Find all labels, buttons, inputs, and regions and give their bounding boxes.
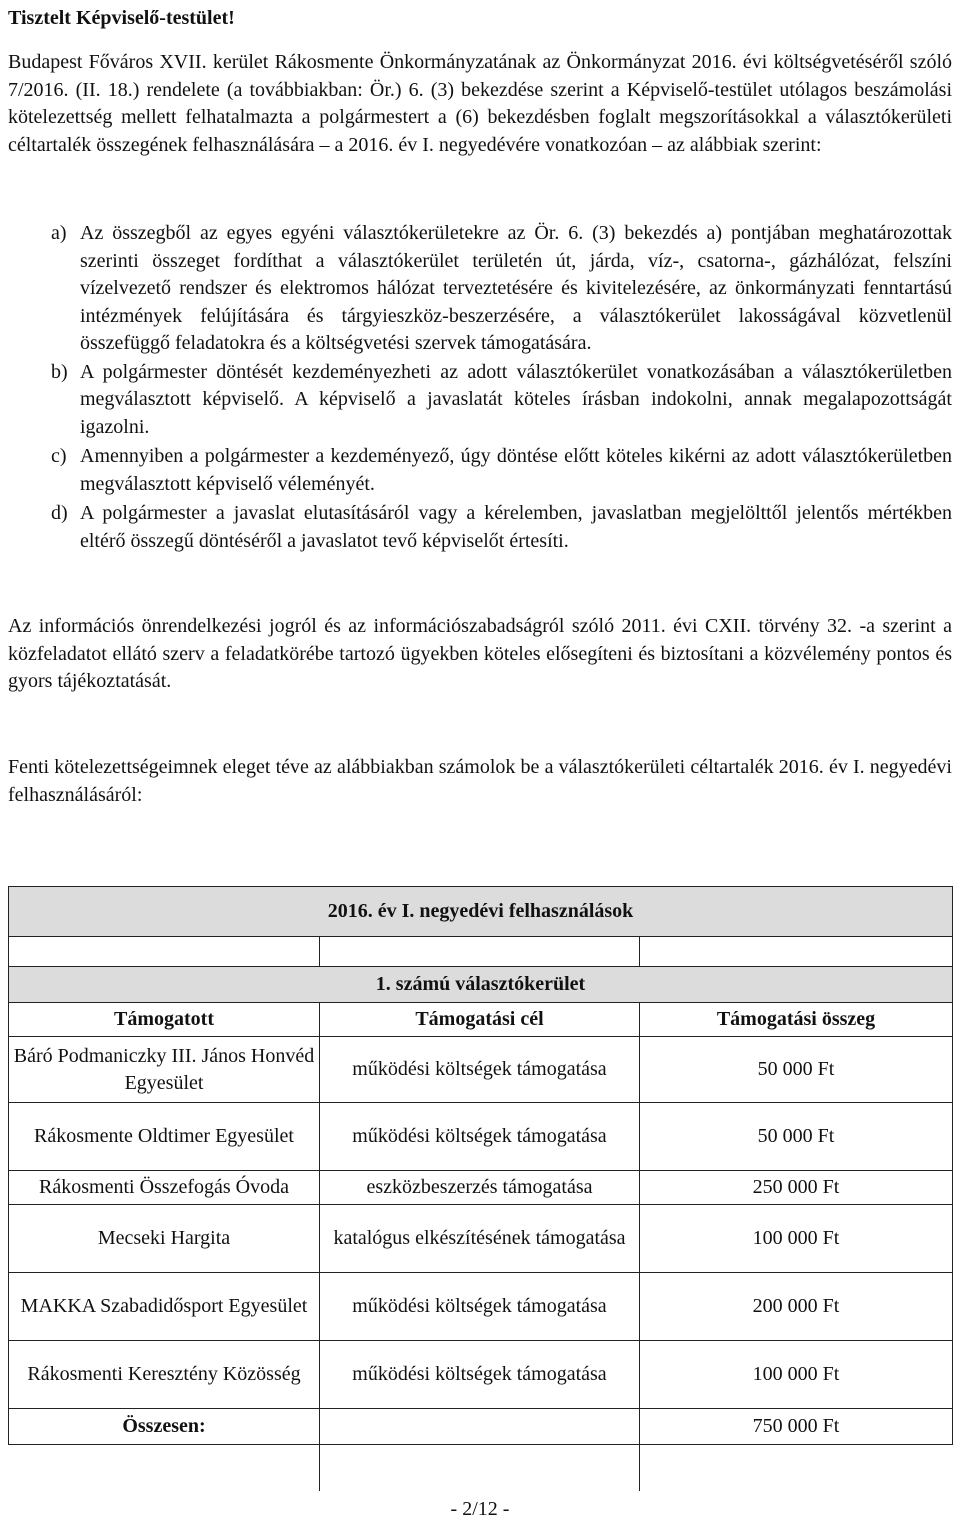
- table-footer-spacer-row: [9, 1445, 953, 1491]
- table-row: [9, 1205, 953, 1273]
- purpose-cell: katalógus elkészítésének támogatása: [320, 1205, 640, 1273]
- list-item-text: Amennyiben a polgármester a kezdeményező, úgy döntése előtt köteles kikérni az adott választókerületben megválasztott képviselő véleményét.: [80, 445, 952, 495]
- list-item-marker: b): [51, 360, 68, 383]
- table-spacer-row: [9, 937, 953, 967]
- list-item-marker: c): [51, 445, 67, 467]
- column-header-supported: Támogatott: [9, 1003, 320, 1037]
- column-header-amount: Támogatási összeg: [640, 1003, 953, 1037]
- supported-cell: Rákosmenti Összefogás Óvoda: [9, 1171, 320, 1205]
- purpose-cell: működési költségek támogatása: [320, 1341, 640, 1409]
- information-law-paragraph: Az információs önrendelkezési jogról és az információszabadságról szóló 2011. évi CXII. törvény 32. -a szerint a közfeladatot ellátó szerv a feladatkörébe tartozó ügyekben köteles elősegíteni és biztosítani a közvélemény pontos és gyors tájékoztatását.: [8, 615, 952, 692]
- list-item-text: Az összegből az egyes egyéni választókerületekre az Ör. 6. (3) bekezdés a) pontjában meghatározottak szerinti összeget fordíthat a választókerület területén út, járda, víz-, csatorna-, gázhálózat, felszíni vízelvezető rendszer és elektromos hálózat terveztetésére és kivitelezésére, az önkormányzati fenntartású intézmények felújítására és tárgyieszköz-beszerzésére, a választókerület lakosságával közvetlenül összefüggő feladatokra és a költségvetési szervek támogatására.: [80, 222, 952, 354]
- amount-cell: 100 000 Ft: [640, 1341, 953, 1409]
- table-row: [9, 1037, 953, 1103]
- table-row: [9, 1273, 953, 1341]
- district-title: 1. számú választókerület: [9, 967, 953, 1003]
- table-row: [9, 1171, 953, 1205]
- purpose-cell: eszközbeszerzés támogatása: [320, 1171, 640, 1205]
- list-item-text: A polgármester döntését kezdeményezheti az adott választókerület vonatkozásában a választókerületben megválasztott képviselő. A képviselő a javaslatát köteles írásban indokolni, annak megalapozottságát igazolni.: [80, 360, 952, 438]
- column-header-purpose: Támogatási cél: [320, 1003, 640, 1037]
- district-title-row: [9, 967, 953, 1003]
- table-row: [9, 1341, 953, 1409]
- salutation-heading: Tisztelt Képviselő-testület!: [8, 7, 235, 29]
- supported-cell: Rákosmente Oldtimer Egyesület: [9, 1103, 320, 1171]
- amount-cell: 250 000 Ft: [640, 1171, 953, 1205]
- supported-cell: Mecseki Hargita: [9, 1205, 320, 1273]
- allocation-table: [8, 886, 953, 1491]
- intro-paragraph: Budapest Főváros XVII. kerület Rákosmente Önkormányzatának az Önkormányzat 2016. évi költségvetéséről szóló 7/2016. (II. 18.) rendelete (a továbbiakban: Ör.) 6. (3) bekezdése szerint a Képviselő-testület utólagos beszámolási kötelezettség mellett felhatalmazta a polgármestert a (6) bekezdésben foglalt megszorításokkal a választókerületi céltartalék összegének felhasználására – a 2016. év I. negyedévére vonatkozóan – az alábbiak szerint:: [8, 51, 952, 156]
- supported-cell: Rákosmenti Keresztény Közösség: [9, 1341, 320, 1409]
- table-row: [9, 1103, 953, 1171]
- list-item: [8, 220, 952, 358]
- header-row: [9, 1003, 953, 1037]
- page-number: - 2/12 -: [450, 1498, 510, 1520]
- list-item: [8, 359, 952, 442]
- supported-cell: MAKKA Szabadidősport Egyesület: [9, 1273, 320, 1341]
- total-label: Összesen:: [9, 1409, 320, 1445]
- supported-cell: Báró Podmaniczky III. János Honvéd Egyesület: [9, 1037, 320, 1103]
- list-item: [8, 443, 952, 498]
- list-item-marker: d): [51, 502, 68, 524]
- total-row: [9, 1409, 953, 1445]
- list-item-text: A polgármester a javaslat elutasításáról vagy a kérelemben, javaslatban megjelölttől jelentős mértékben eltérő összegű döntéséről a javaslatot tevő képviselőt értesíti.: [80, 502, 952, 552]
- purpose-cell: működési költségek támogatása: [320, 1273, 640, 1341]
- list-item-marker: a): [51, 222, 67, 244]
- total-amount: 750 000 Ft: [640, 1409, 953, 1445]
- closing-paragraph: Fenti kötelezettségeimnek eleget téve az alábbiakban számolok be a választókerületi céltartalék 2016. év I. negyedévi felhasználásáról:: [8, 756, 952, 806]
- amount-cell: 50 000 Ft: [640, 1103, 953, 1171]
- authorization-list: [8, 220, 952, 557]
- purpose-cell: működési költségek támogatása: [320, 1037, 640, 1103]
- amount-cell: 200 000 Ft: [640, 1273, 953, 1341]
- amount-cell: 100 000 Ft: [640, 1205, 953, 1273]
- table-title-row: [9, 887, 953, 937]
- list-item: [8, 500, 952, 555]
- purpose-cell: működési költségek támogatása: [320, 1103, 640, 1171]
- amount-cell: 50 000 Ft: [640, 1037, 953, 1103]
- table-title: 2016. év I. negyedévi felhasználások: [9, 887, 953, 937]
